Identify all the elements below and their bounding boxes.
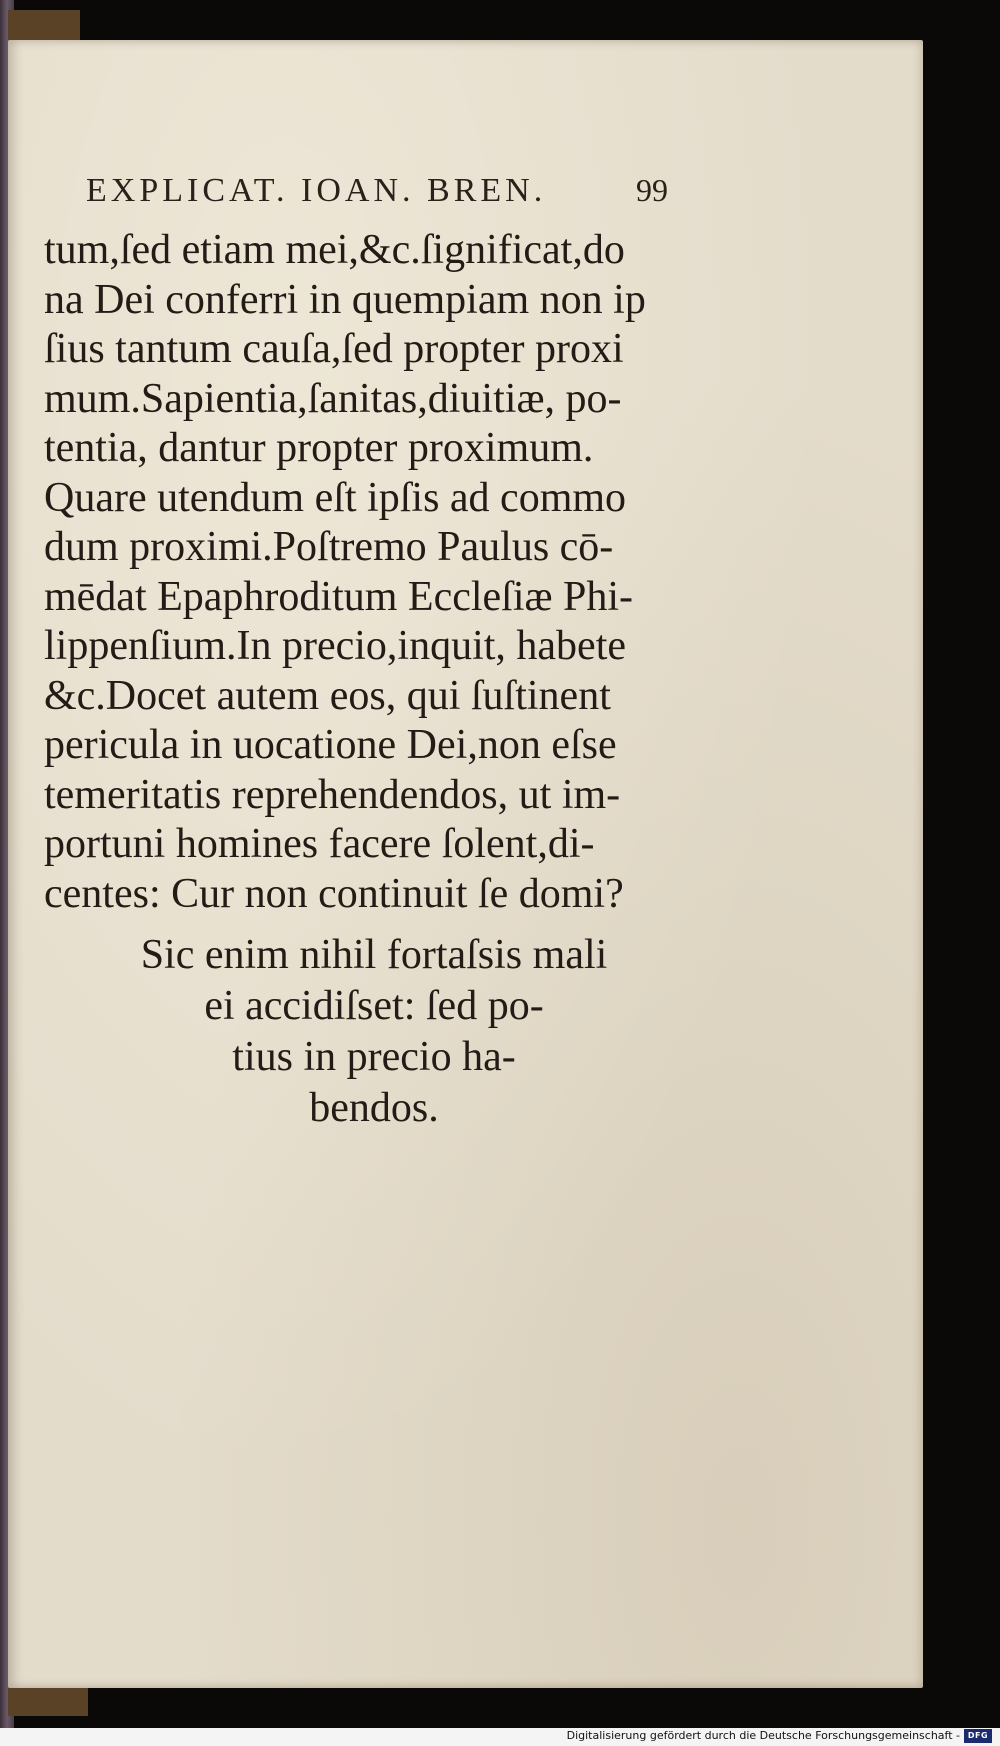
text-line: temeritatis reprehendendos, ut im- <box>44 771 621 818</box>
text-line: pericula in uocatione Dei,non eſse <box>44 722 617 768</box>
closing-line: bendos. <box>309 1085 439 1131</box>
page-corner-bottom <box>8 1688 88 1716</box>
closing-line: Sic enim nihil fortaſsis mali <box>140 932 608 978</box>
body-text <box>44 226 704 919</box>
closing-text <box>44 930 704 1134</box>
footer-credit: Digitalisierung gefördert durch die Deutsche Forschungsgemeinschaft - <box>566 1729 960 1742</box>
dfg-logo: DFG <box>964 1729 992 1743</box>
text-line: mum.Sapientia,ſanitas,diuitiæ, po- <box>44 375 622 422</box>
text-line: na Dei conferri in quempiam non ip <box>44 276 646 323</box>
text-line: tentia, dantur propter proximum. <box>44 425 594 471</box>
text-line: &c.Docet autem eos, qui ſuſtinent <box>44 672 611 719</box>
text-line: dum proximi.Poſtremo Paulus cō- <box>44 524 614 570</box>
text-line: ſius tantum cauſa,ſed propter proxi <box>44 326 624 372</box>
closing-line: ei accidiſset: ſed po- <box>204 983 544 1029</box>
text-line: tum,ſed etiam mei,&c.ſignificat,do <box>44 227 625 273</box>
text-line: centes: Cur non continuit ſe domi? <box>44 870 624 917</box>
closing-line: tius in precio ha- <box>232 1034 516 1080</box>
page-corner-top <box>8 10 80 40</box>
running-head <box>86 172 686 210</box>
text-line: mēdat Epaphroditum Eccleſiæ Phi- <box>44 573 634 620</box>
text-line: portuni homines facere ſolent,di- <box>44 821 595 867</box>
running-head-title: EXPLICAT. IOAN. BREN. <box>86 172 547 209</box>
text-line: Quare utendum eſt ipſis ad commo <box>44 474 627 521</box>
text-line: lippenſium.In precio,inquit, habete <box>44 623 627 669</box>
page-number: 99 <box>636 172 668 208</box>
